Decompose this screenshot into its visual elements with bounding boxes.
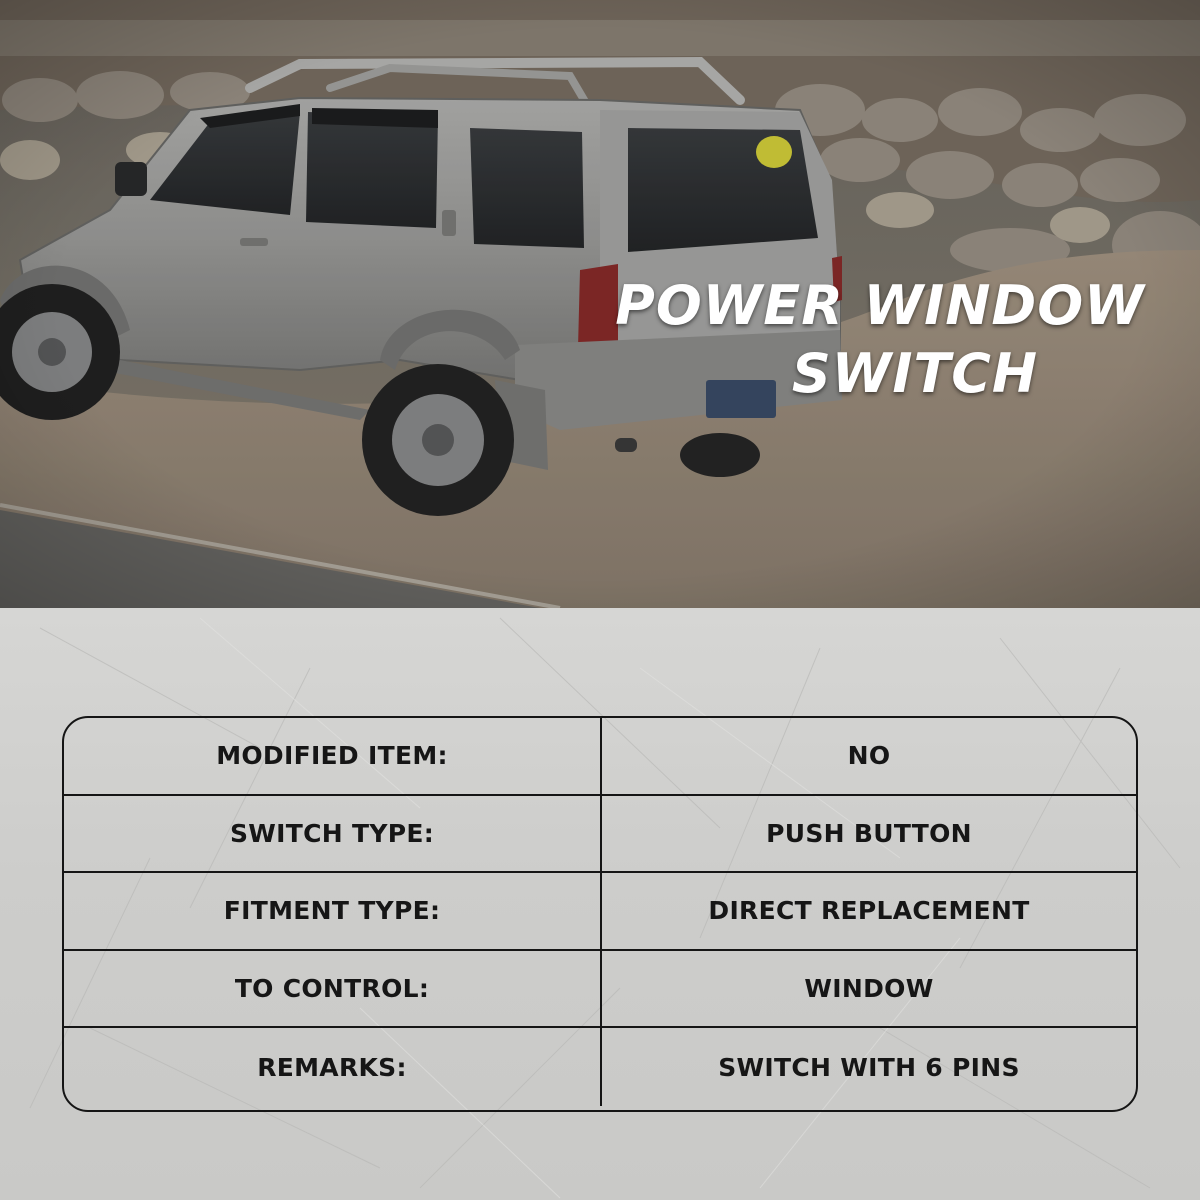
spec-value: WINDOW: [804, 974, 934, 1004]
spec-label: MODIFIED ITEM:: [64, 718, 602, 794]
table-row: [64, 718, 1136, 796]
headline-line-2: SWITCH: [791, 342, 1039, 405]
headline-line-1: POWER WINDOW: [615, 274, 1145, 337]
spec-value: SWITCH WITH 6 PINS: [718, 1052, 1020, 1082]
spec-value: PUSH BUTTON: [766, 818, 972, 848]
table-row: [64, 873, 1136, 951]
table-row: [64, 951, 1136, 1029]
table-row: [64, 1028, 1136, 1106]
spec-label: TO CONTROL:: [64, 951, 602, 1027]
spec-value: NO: [847, 741, 891, 771]
spec-label: SWITCH TYPE:: [64, 796, 602, 872]
spec-table: [62, 716, 1138, 1112]
spec-value: DIRECT REPLACEMENT: [708, 896, 1030, 926]
table-row: [64, 796, 1136, 874]
spec-label: FITMENT TYPE:: [64, 873, 602, 949]
spec-label: REMARKS:: [64, 1028, 602, 1106]
headline: [560, 272, 1200, 408]
